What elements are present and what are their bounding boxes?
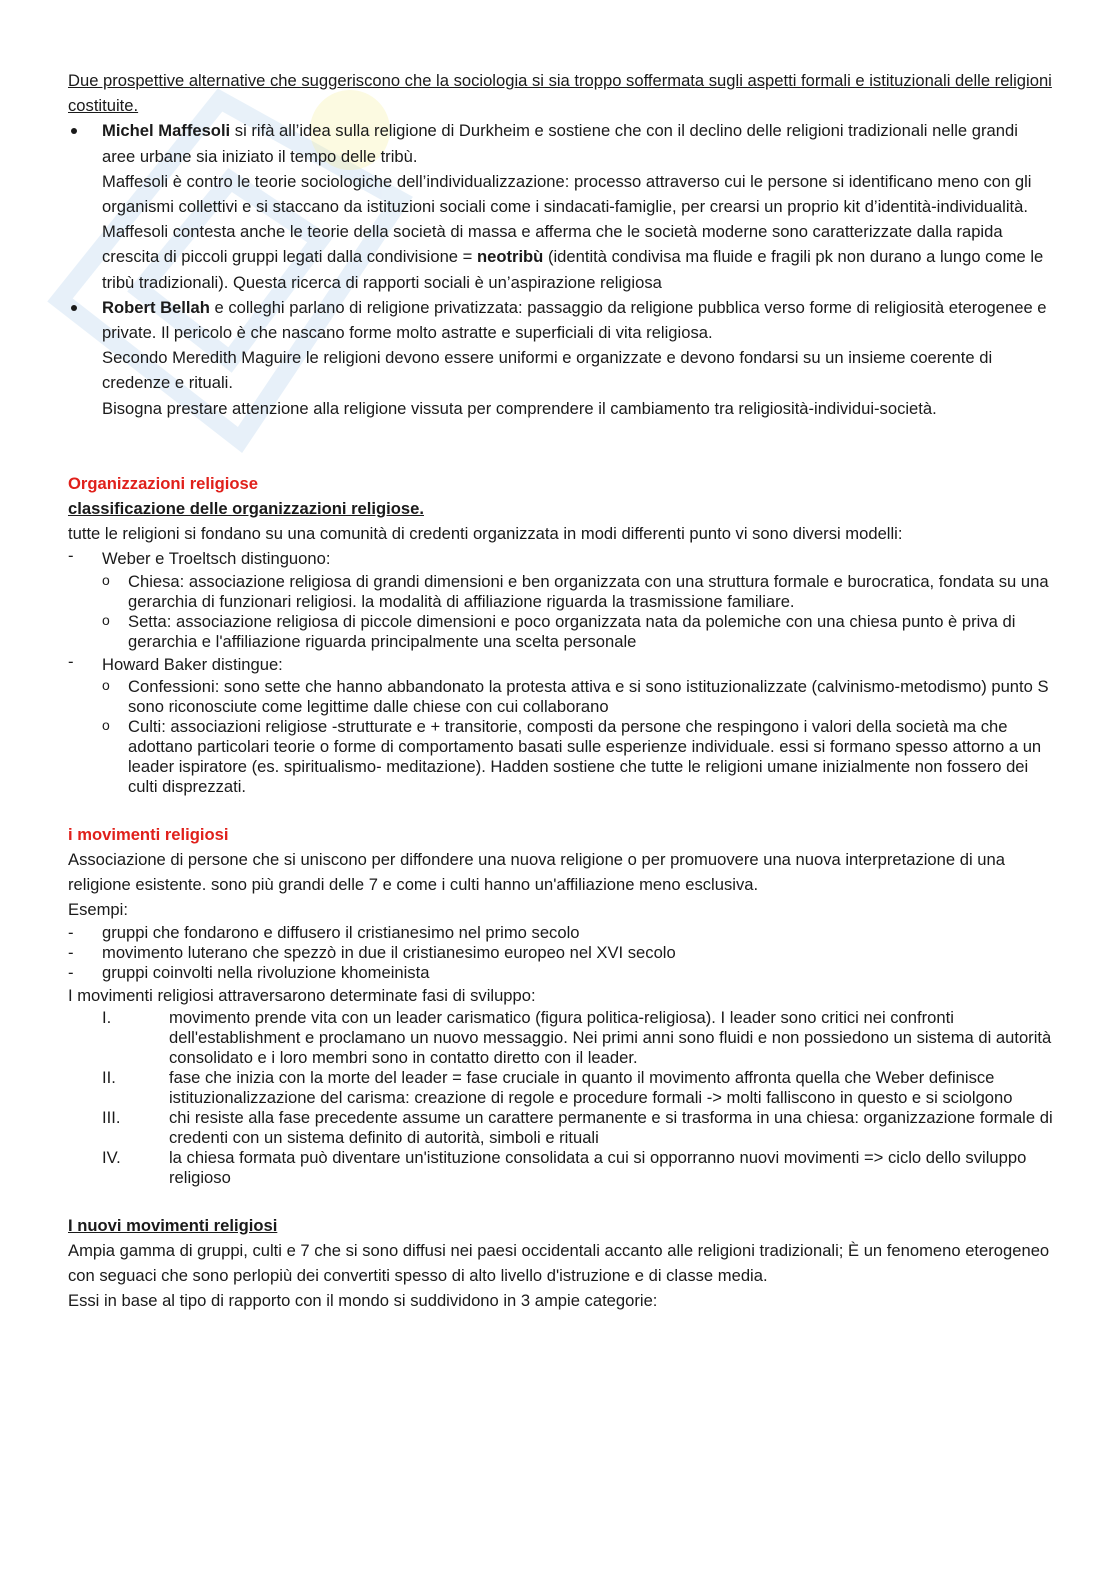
phase-item: III. chi resiste alla fase precedente assume un carattere permanente e si trasforma in una chiesa: organizzazione formale di credenti con un sistema definito di autorità, simboli e rituali bbox=[102, 1107, 1053, 1147]
phase-item: II. fase che inizia con la morte del leader = fase cruciale in quanto il movimento affronta quella che Weber definisce istituzionalizzazione del carisma: creazione di regole e procedure formali -> molti falliscono in questo e si sciolgono bbox=[102, 1067, 1013, 1107]
list-item-weber: - Weber e Troeltsch distinguono: o Chiesa: associazione religiosa di grandi dimensioni e ben organizzata con una struttura formale e burocratica, fondata su una gerarchia di funzionari religiosi. la modalità di affiliazione riguarda la trasmissione familiare. o Setta: associazione religiosa di piccole dimensioni e poco organizzata nata da polemiche con una chiesa punto è priva di gerarchia e l'affiliazione riguarda principalmente una scelta personale bbox=[68, 546, 1053, 651]
list-item: - movimento luterano che spezzò in due il cristianesimo europeo nel XVI secolo bbox=[68, 943, 1053, 963]
list-item-baker: - Howard Baker distingue: o Confessioni: sono sette che hanno abbandonato la protesta attiva e si sono istituzionalizzate (calvinismo-metodismo) punto S sono riconosciute come legittime dalle chiese con cui collaborano o Culti: associazioni religiose -strutturate e + transitorie, composti da persone che respingono i valori della società ma che adottano particolari teorie o forme di comportamento basati sulle esperienze individuale. essi si formano spesso attorno a un leader ispiratore (es. spiritualismo- meditazione). Hadden sostiene che tutte le religioni umane inizialmente non fossero dei culti disprezzati. bbox=[68, 652, 1053, 797]
list-item: - gruppi che fondarono e diffusero il cristianesimo nel primo secolo bbox=[68, 923, 1053, 943]
phases-list bbox=[68, 1008, 1053, 1188]
section-subtitle-classificazione: classificazione delle organizzazioni religiose. bbox=[68, 499, 424, 519]
list-item-culti: o Culti: associazioni religiose -strutturate e + transitorie, composti da persone che respingono i valori della società ma che adottano particolari teorie o forme di comportamento basati sulle esperienze individuale. essi si formano spesso attorno a un leader ispiratore (es. spiritualismo- meditazione). Hadden sostiene che tutte le religioni umane inizialmente non fossero dei culti disprezzati. bbox=[102, 717, 1053, 797]
phase-item: I. movimento prende vita con un leader carismatico (figura politica-religiosa). I leader sono critici nei confronti dell'establishment e proclamano un nuovo messaggio. Nei primi anni sono fluidi e non possiedono un sistema di autorità consolidato e i loro membri sono in contatto diretto con il leader. bbox=[102, 1007, 1052, 1067]
section-title-movimenti: i movimenti religiosi bbox=[68, 824, 229, 844]
intro-heading: Due prospettive alternative che suggeriscono che la sociologia si sia troppo soffermata sugli aspetti formali e istituzionali delle religioni costituite. bbox=[68, 71, 1052, 116]
section-title-nuovi: I nuovi movimenti religiosi bbox=[68, 1215, 278, 1235]
section-title-organizzazioni: Organizzazioni religiose bbox=[68, 473, 258, 493]
models-list bbox=[68, 546, 1053, 796]
list-item-bellah: Robert Bellah e colleghi parlano di religione privatizzata: passaggio da religione pubblica verso forme di religiosità eterogenee e private. Il pericolo è che nascano forme molto astratte e superficiali di vita religiosa. Secondo Meredith Maguire le religioni devono essere uniformi e organizzate e devono fondarsi su un insieme coerente di credenze e rituali. Bisogna prestare attenzione alla religione vissuta per comprendere il cambiamento tra religiosità-individui-società. bbox=[68, 295, 1053, 421]
list-item-confessioni: o Confessioni: sono sette che hanno abbandonato la protesta attiva e si sono istituzionalizzate (calvinismo-metodismo) punto S sono riconosciute come legittime dalle chiese con cui collaborano bbox=[102, 677, 1053, 717]
perspectives-list bbox=[68, 118, 1053, 420]
list-item: - gruppi coinvolti nella rivoluzione khomeinista bbox=[68, 963, 1053, 983]
list-item-setta: o Setta: associazione religiosa di piccole dimensioni e poco organizzata nata da polemiche con una chiesa punto è priva di gerarchia e l'affiliazione riguarda principalmente una scelta personale bbox=[102, 612, 1053, 652]
list-item-chiesa: o Chiesa: associazione religiosa di grandi dimensioni e ben organizzata con una struttura formale e burocratica, fondata su una gerarchia di funzionari religiosi. la modalità di affiliazione riguarda la trasmissione familiare. bbox=[102, 572, 1053, 612]
list-item-maffesoli: Michel Maffesoli si rifà all’idea sulla religione di Durkheim e sostiene che con il declino delle religioni tradizionali nelle grandi aree urbane sia iniziato il tempo delle tribù. Maffesoli è contro le teorie sociologiche dell’individualizzazione: processo attraverso cui le persone si identificano meno con gli organismi collettivi e si staccano da istituzioni sociali come i sindacati-famiglie, per crearsi un proprio kit d’identità-individualità. Maffesoli contesta anche le teorie della società di massa e afferma che le società moderne sono caratterizzate dalla rapida crescita di piccoli gruppi legati dalla condivisione = neotribù (identità condivisa ma fluide e fragili pk non durano a lungo come le tribù tradizionali). Questa ricerca di rapporti sociali è un’aspirazione religiosa bbox=[68, 118, 1053, 294]
neotribu-term: neotribù bbox=[476, 247, 544, 267]
document-page: Due prospettive alternative che suggeriscono che la sociologia si sia troppo soffermata sugli aspetti formali e istituzionali delle religioni costituite. Michel Maffesoli si rifà all’idea sulla religione di Durkheim e sostiene che con il declino delle religioni tradizionali nelle grandi aree urbane sia iniziato il tempo delle tribù. Maffesoli è contro le teorie sociologiche dell’individualizzazione: processo attraverso cui le persone si identificano meno con gli organismi collettivi e si staccano da istituzioni sociali come i sindacati-famiglie, per crearsi un proprio kit d’identità-individualità. Maffesoli contesta anche le teorie della società di massa e afferma che le società moderne sono caratterizzate dalla rapida crescita di piccoli gruppi legati dalla condivisione = neotribù (identità condivisa ma fluide e fragili pk non durano a lungo come le tribù tradizionali). Questa ricerca di rapporti sociali è un’aspirazione religiosa Robert Bellah e colleghi parlano di religione privatizzata: passaggio da religione pubblica verso forme di religiosità eterogenee e private. Il pericolo è che nascano forme molto astratte e superficiali di vita religiosa. Secondo Meredith Maguire le religioni devono essere uniformi e organizzate e devono fondarsi su un insieme coerente di credenze e rituali. Bisogna prestare attenzione alla religione vissuta per comprendere il cambiamento tra religiosità-individui-società. Organizzazioni religiose classificazione delle organizzazioni religiose. tutte le religioni si fondano su una comunità di credenti organizzata in modi differenti punto vi sono diversi modelli: - Weber e Troeltsch distinguono: o Chiesa: associazione religiosa di grandi dimensioni e ben organizzata con una struttura formale e burocratica, fondata su una gerarchia di funzionari religiosi. la modalità di affiliazione riguarda la trasmissione familiare. o Setta: associazione religiosa di piccole dimensioni e poco organizzata nata da polemiche con una chiesa punto è priva di gerarchia e l'affiliazione riguarda principalmente una scelta personale - Howard Baker distingue: o Confessioni: sono sette che hanno abbandonato la protesta attiva e si sono istituzionalizzate (calvinismo-metodismo) punto S sono riconosciute come legittime dalle chiese con cui collaborano o Culti: associazioni religiose -strutturate e + transitorie, composti da persone che respingono i valori della società ma che adottano particolari teorie o forme di comportamento basati sulle esperienze individuale. essi si formano spesso attorno a un leader ispiratore (es. spiritualismo- meditazione). Hadden sostiene che tutte le religioni umane inizialmente non fossero dei culti disprezzati. i movimenti religiosi Associazione di persone che si uniscono per diffondere una nuova religione o per promuovere una nuova interpretazione di una religione esistente. sono più grandi delle 7 e come i culti hanno un'affiliazione meno esclusiva. Esempi: - gruppi che fondarono e diffusero il cristianesimo nel primo secolo - movimento luterano che spezzò in due il cristianesimo europeo nel XVI secolo - gruppi coinvolti nella rivoluzione khomeinista I movimenti religiosi attraversarono determinate fasi di sviluppo: I. movimento prende vita con un leader carismatico (figura politica-religiosa). I leader sono critici nei confronti dell'establishment e proclamano un nuovo messaggio. Nei primi anni sono fluidi e non possiedono un sistema di autorità consolidato e i loro membri sono in contatto diretto con il leader. II. fase che inizia con la morte del leader = fase cruciale in quanto il movimento affronta quella che Weber definisce istituzionalizzazione del carisma: creazione di regole e procedure formali -> molti falliscono in questo e si sciolgono III. chi resiste alla fase precedente assume un carattere permanente e si trasforma in una chiesa: organizzazione formale di credenti con un sistema definito di autorità, simboli e rituali IV. la chiesa formata può diventare un'istituzione consolidata a cui si opporranno nuovi movimenti => ciclo dello sviluppo religioso I nuovi movimenti religiosi Ampia gamma di gruppi, culti e 7 che si sono diffusi nei paesi occidentali accanto alle religioni tradizionali; È un fenomeno eterogeneo con seguaci che sono perlopiù dei convertiti spesso di alto livello d'istruzione e di classe media. Essi in base al tipo di rapporto con il mondo si suddividono in 3 ampie categorie: bbox=[68, 68, 1053, 1314]
examples-list bbox=[68, 923, 1053, 983]
phase-item: IV. la chiesa formata può diventare un'istituzione consolidata a cui si opporranno nuovi movimenti => ciclo dello sviluppo religioso bbox=[102, 1147, 1027, 1187]
maffesoli-name: Michel Maffesoli bbox=[102, 121, 231, 141]
bellah-name: Robert Bellah bbox=[102, 297, 210, 317]
